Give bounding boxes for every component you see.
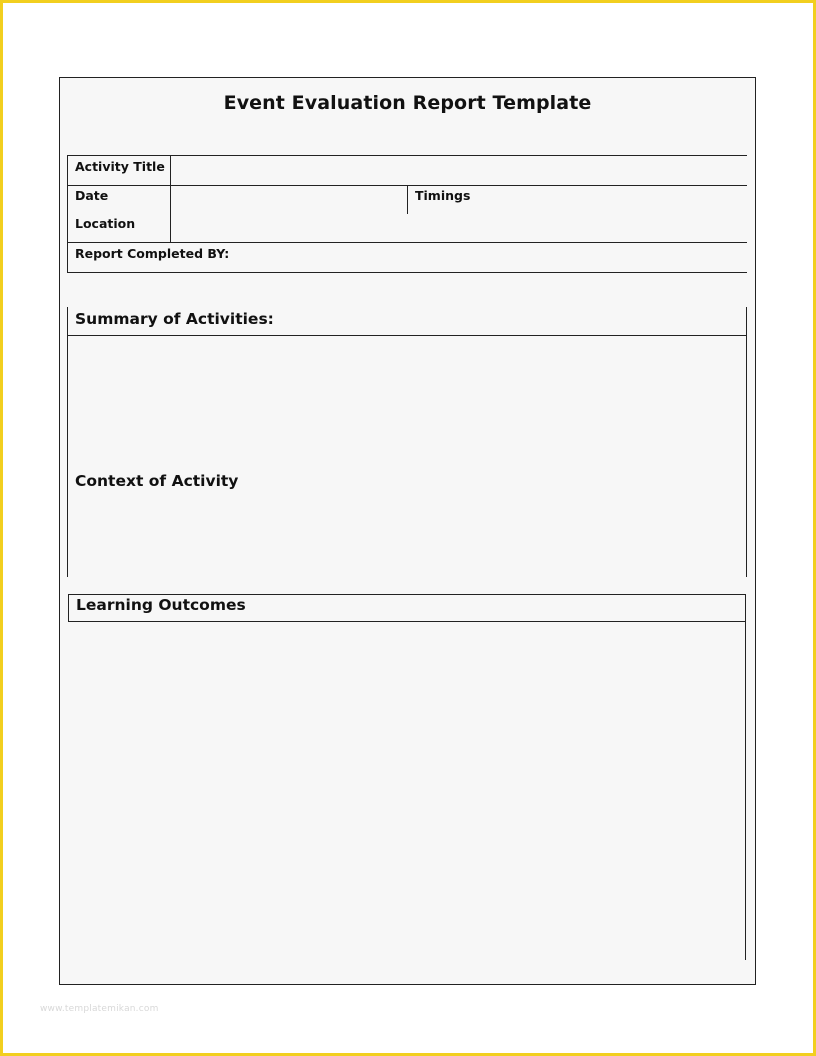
date-label: Date [75, 188, 109, 203]
summary-right-border [746, 307, 747, 577]
summary-header-divider [67, 335, 747, 336]
context-of-activity-label: Context of Activity [75, 472, 239, 490]
learning-outcomes-right-border [745, 594, 746, 960]
report-completed-by-label: Report Completed BY: [75, 246, 230, 261]
learning-outcomes-top-border [68, 594, 746, 595]
info-table-bottom-border [67, 272, 747, 273]
report-completed-by-field[interactable] [220, 244, 746, 271]
context-of-activity-field[interactable] [69, 496, 745, 576]
date-field[interactable] [172, 187, 406, 213]
learning-outcomes-field[interactable] [70, 624, 744, 958]
summary-of-activities-label: Summary of Activities: [75, 310, 274, 328]
location-label: Location [75, 216, 136, 231]
document-page [59, 77, 756, 985]
timings-field[interactable] [480, 187, 746, 213]
info-table-left-border [67, 155, 68, 273]
info-table-row-divider [67, 242, 747, 243]
activity-title-field[interactable] [172, 157, 746, 184]
learning-outcomes-label: Learning Outcomes [76, 596, 246, 614]
summary-left-border [67, 307, 68, 577]
location-field[interactable] [172, 215, 746, 241]
info-table-top-border [67, 155, 747, 156]
learning-outcomes-header-divider [68, 621, 746, 622]
activity-title-label: Activity Title [75, 159, 165, 174]
timings-label: Timings [415, 188, 471, 203]
info-table-timings-divider [407, 185, 408, 214]
watermark-text: www.templatemikan.com [40, 1004, 159, 1014]
summary-of-activities-field[interactable] [69, 337, 745, 467]
info-table-label-divider [170, 155, 171, 243]
learning-outcomes-left-border [68, 594, 69, 622]
document-title: Event Evaluation Report Template [223, 92, 592, 114]
